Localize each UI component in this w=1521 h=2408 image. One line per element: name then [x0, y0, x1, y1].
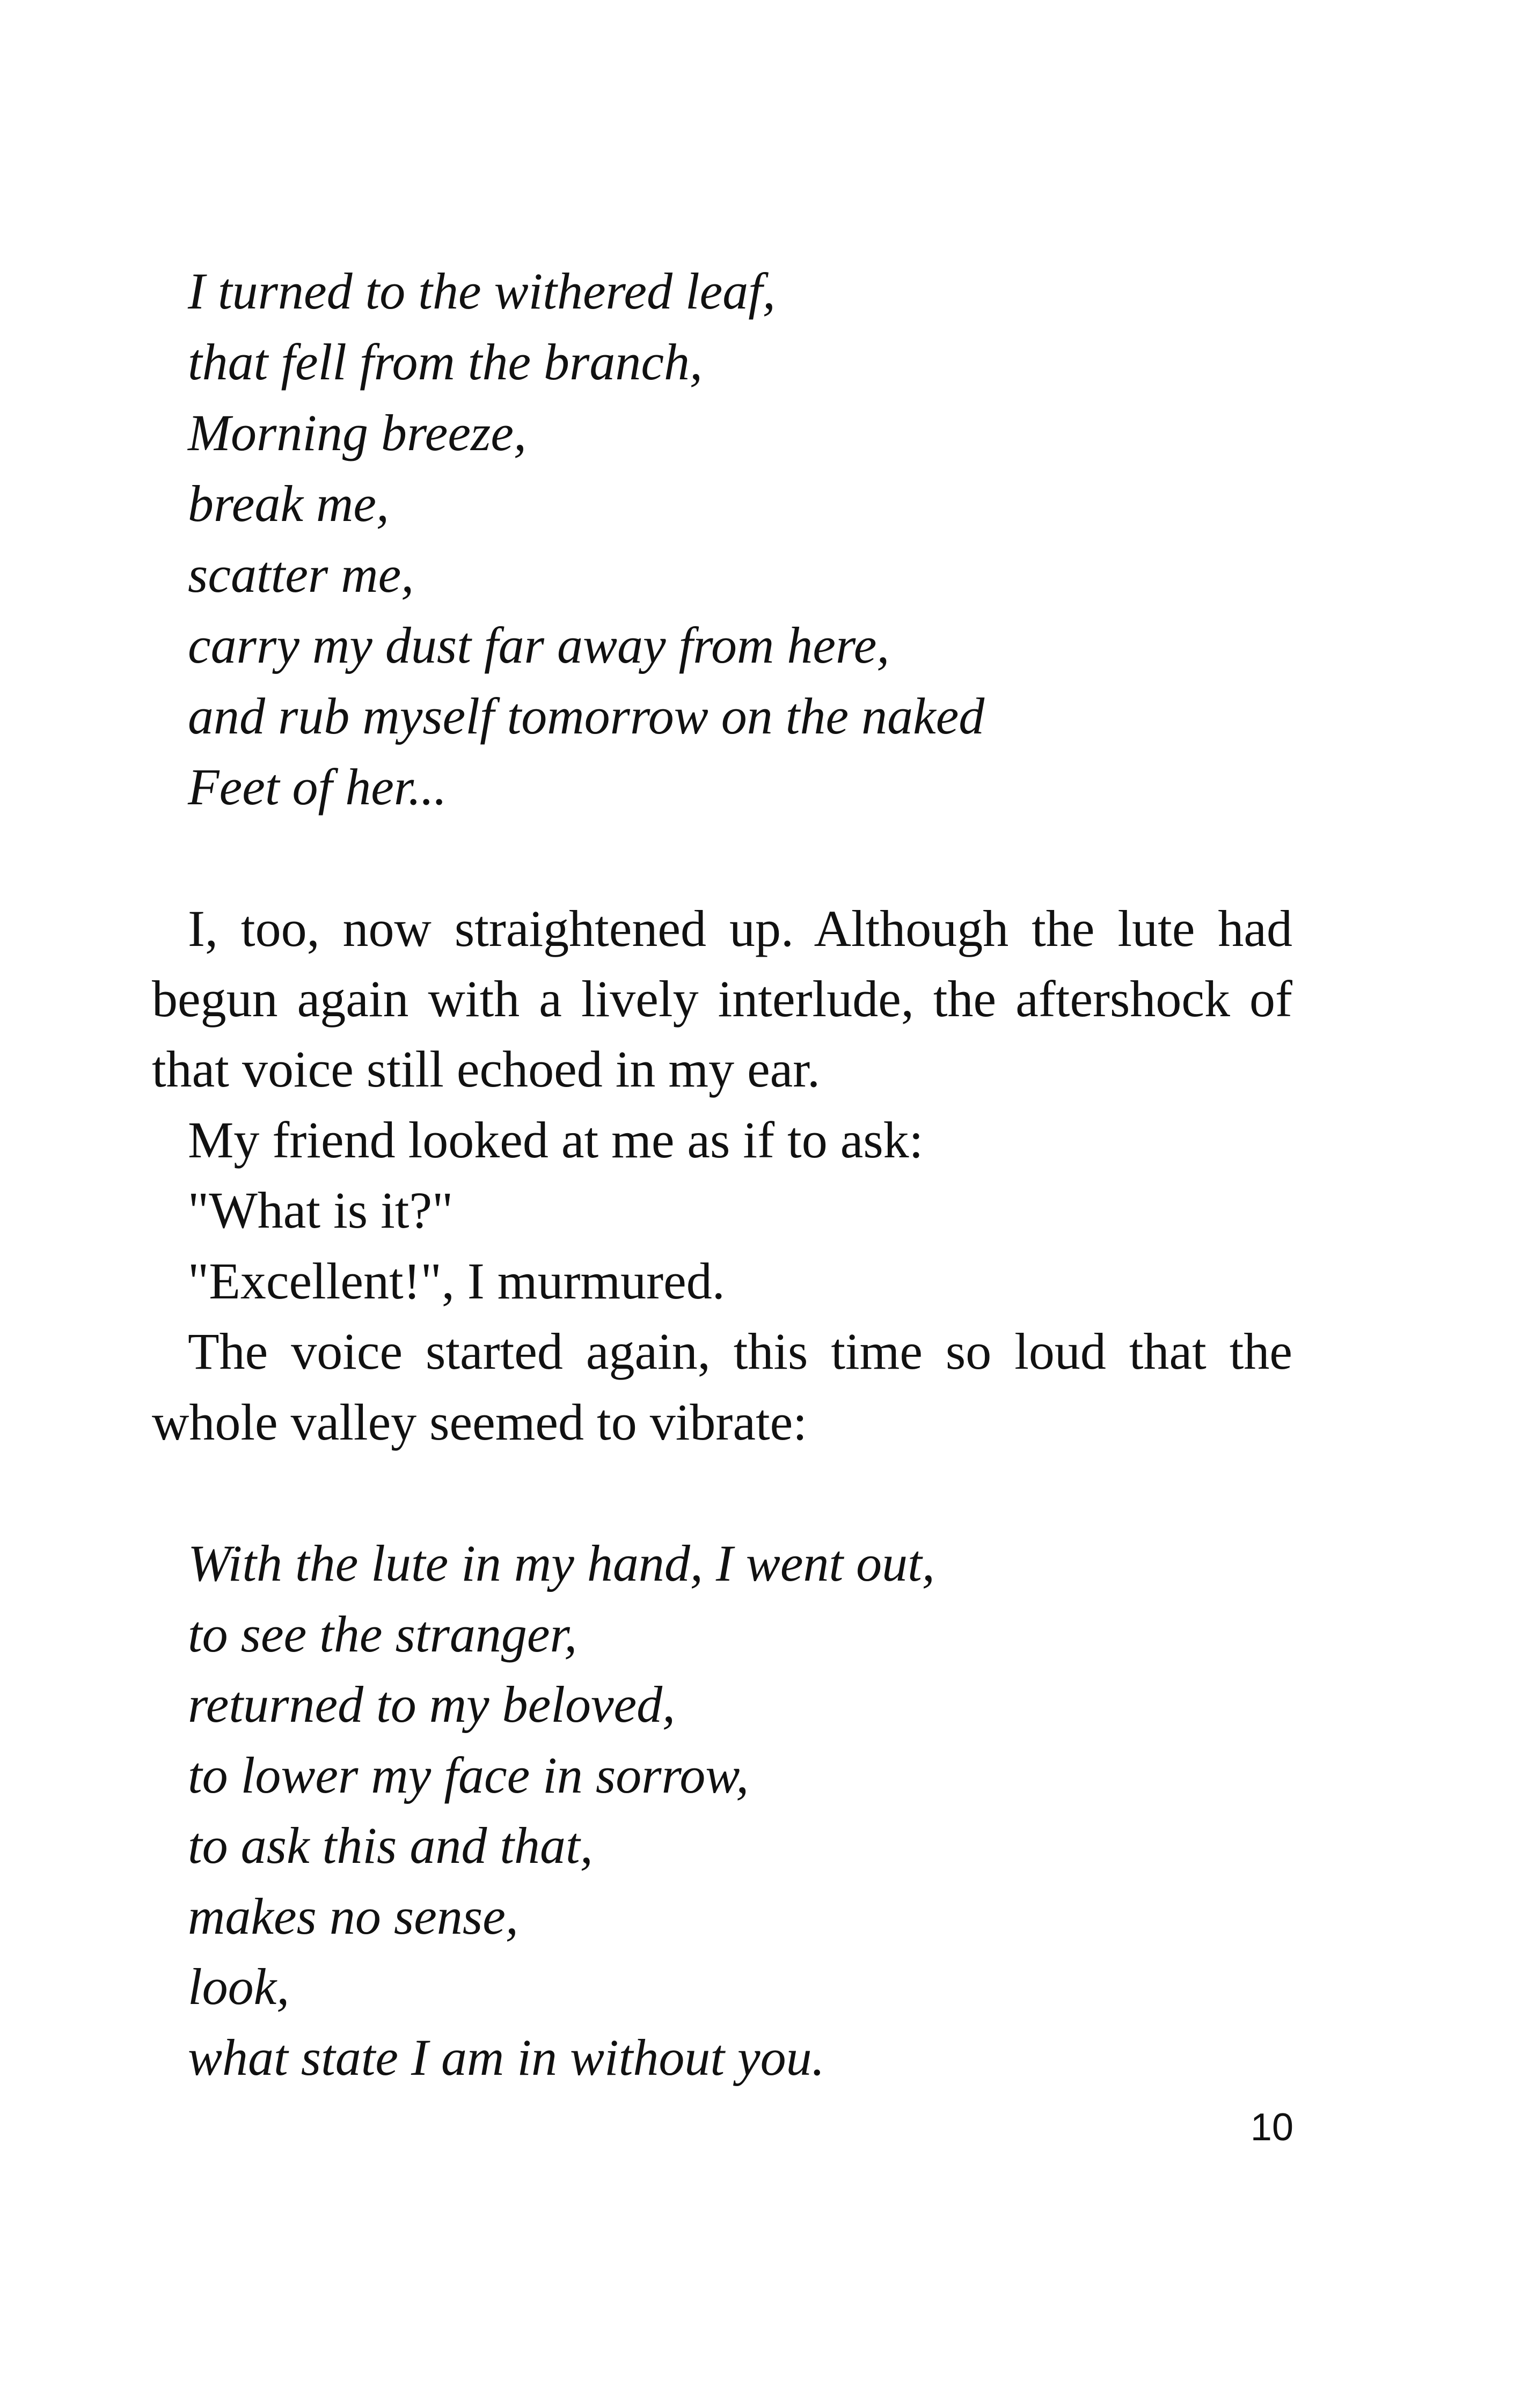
verse-line: With the lute in my hand, I went out, [188, 1535, 935, 1592]
verse-line: and rub myself tomorrow on the naked [188, 687, 985, 745]
prose-line: I, too, now straightened up. Although the lute had [188, 900, 1292, 957]
prose-line: begun again with a lively interlude, the aftershock of [152, 970, 1292, 1027]
verse-line: I turned to the withered leaf, [188, 262, 776, 320]
prose-line: The voice started again, this time so loud that the [188, 1323, 1292, 1380]
verse-line: to lower my face in sorrow, [188, 1746, 749, 1804]
prose-line: My friend looked at me as if to ask: [188, 1111, 924, 1169]
verse-line: what state I am in without you. [188, 2029, 825, 2086]
verse-line: look, [188, 1958, 290, 2015]
prose-line: that voice still echoed in my ear. [152, 1040, 820, 1098]
prose-line: whole valley seemed to vibrate: [152, 1393, 807, 1451]
verse-line: Feet of her... [188, 758, 447, 816]
verse-line: break me, [188, 475, 389, 532]
verse-line: that fell from the branch, [188, 333, 703, 391]
verse-line: carry my dust far away from here, [188, 616, 890, 674]
verse-line: to ask this and that, [188, 1817, 593, 1874]
verse-line: makes no sense, [188, 1888, 518, 1945]
page-number: 10 [1250, 2106, 1293, 2149]
verse-line: to see the stranger, [188, 1605, 577, 1663]
verse-line: Morning breeze, [188, 404, 526, 461]
prose-line: "What is it?" [188, 1181, 454, 1239]
prose-line: "Excellent!", I murmured. [188, 1252, 725, 1310]
verse-line: scatter me, [188, 546, 414, 603]
verse-line: returned to my beloved, [188, 1676, 676, 1733]
